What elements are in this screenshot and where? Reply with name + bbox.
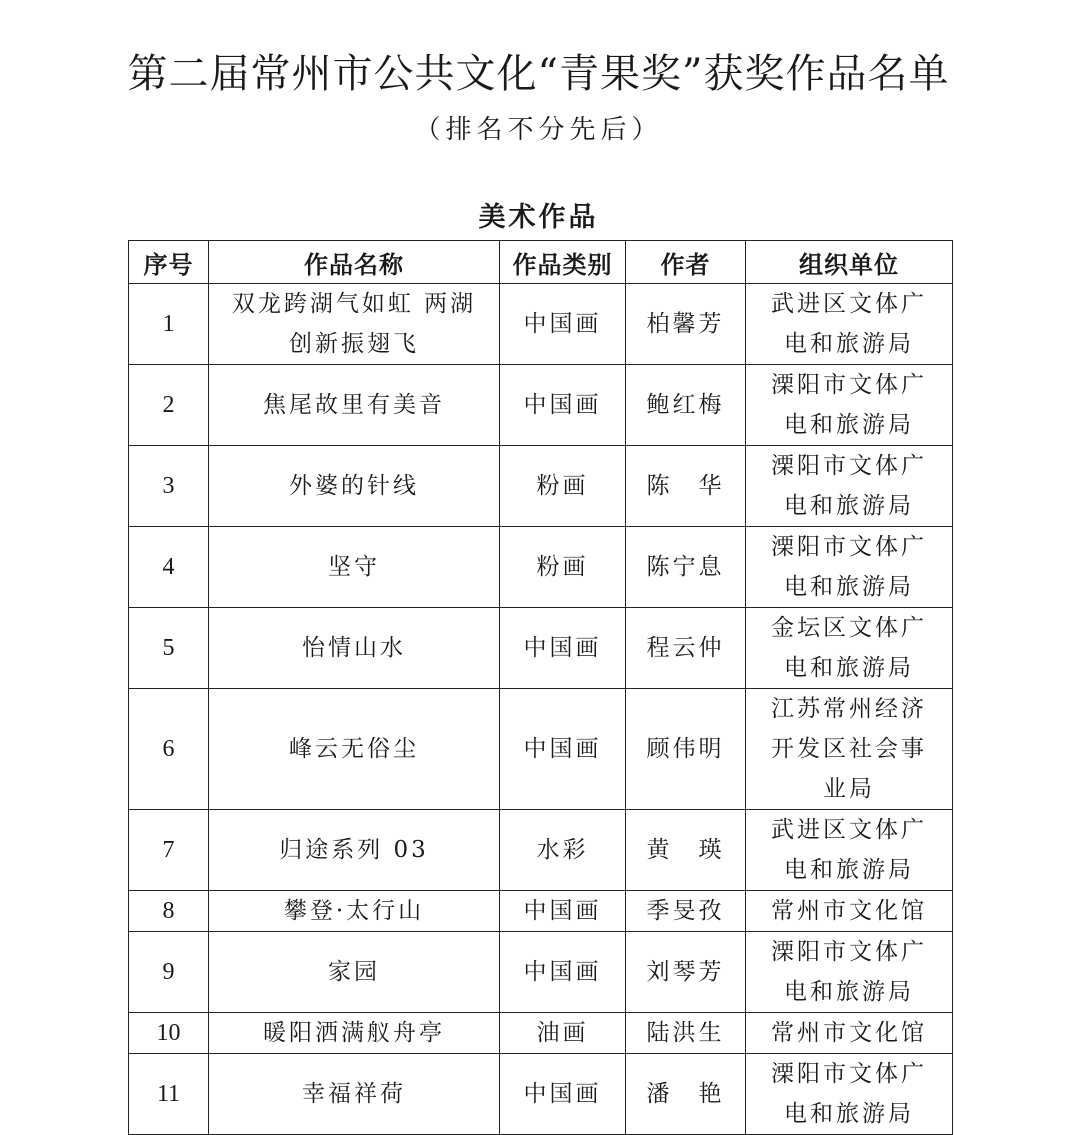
organization-text: 江苏常州经济开发区社会事业局	[771, 696, 927, 802]
organization-text: 溧阳市文体广电和旅游局	[771, 534, 927, 600]
work-organization	[746, 365, 953, 446]
work-organization: 常州市文化馆	[746, 1013, 953, 1054]
work-author: 季旻孜	[626, 891, 746, 932]
organization-text: 溧阳市文体广电和旅游局	[771, 453, 927, 519]
work-author: 刘琴芳	[626, 932, 746, 1013]
row-number: 8	[129, 891, 209, 932]
table-row	[129, 891, 953, 932]
work-author: 柏馨芳	[626, 284, 746, 365]
table-row	[129, 1054, 953, 1135]
table-row	[129, 365, 953, 446]
table-row	[129, 527, 953, 608]
work-category: 粉画	[500, 446, 626, 527]
work-organization	[746, 810, 953, 891]
header-category: 作品类别	[500, 241, 626, 284]
table-row	[129, 1013, 953, 1054]
work-title: 幸福祥荷	[209, 1054, 500, 1135]
work-category: 中国画	[500, 608, 626, 689]
row-number: 9	[129, 932, 209, 1013]
organization-text: 金坛区文体广电和旅游局	[771, 615, 927, 681]
row-number: 6	[129, 689, 209, 810]
header-organization: 组织单位	[746, 241, 953, 284]
table-row	[129, 284, 953, 365]
work-title: 坚守	[209, 527, 500, 608]
section-heading: 美术作品	[478, 202, 599, 233]
work-organization	[746, 446, 953, 527]
work-title: 峰云无俗尘	[209, 689, 500, 810]
document-title: 第二届常州市公共文化“青果奖”获奖作品名单	[127, 51, 950, 97]
row-number: 11	[129, 1054, 209, 1135]
header-author: 作者	[626, 241, 746, 284]
organization-text: 武进区文体广电和旅游局	[771, 817, 927, 883]
work-author: 黄 瑛	[626, 810, 746, 891]
row-number: 3	[129, 446, 209, 527]
work-author: 顾伟明	[626, 689, 746, 810]
table-row	[129, 608, 953, 689]
organization-text: 溧阳市文体广电和旅游局	[771, 939, 927, 1005]
table-row	[129, 810, 953, 891]
work-category: 中国画	[500, 932, 626, 1013]
work-organization	[746, 284, 953, 365]
work-title: 焦尾故里有美音	[209, 365, 500, 446]
work-title-text: 双龙跨湖气如虹 两湖创新振翅飞	[231, 291, 477, 357]
row-number: 4	[129, 527, 209, 608]
row-number: 10	[129, 1013, 209, 1054]
row-number: 2	[129, 365, 209, 446]
document-subtitle: （排名不分先后）	[414, 115, 663, 145]
work-category: 中国画	[500, 689, 626, 810]
work-category: 中国画	[500, 284, 626, 365]
work-organization	[746, 527, 953, 608]
organization-text: 溧阳市文体广电和旅游局	[771, 1061, 927, 1127]
work-title: 家园	[209, 932, 500, 1013]
work-category: 中国画	[500, 1054, 626, 1135]
work-author: 潘 艳	[626, 1054, 746, 1135]
work-category: 中国画	[500, 891, 626, 932]
work-title: 暖阳洒满舣舟亭	[209, 1013, 500, 1054]
work-organization	[746, 689, 953, 810]
work-category: 油画	[500, 1013, 626, 1054]
work-organization: 常州市文化馆	[746, 891, 953, 932]
work-title: 外婆的针线	[209, 446, 500, 527]
work-title: 攀登·太行山	[209, 891, 500, 932]
work-organization	[746, 1054, 953, 1135]
organization-text: 溧阳市文体广电和旅游局	[771, 372, 927, 438]
table-row	[129, 932, 953, 1013]
table-row	[129, 446, 953, 527]
work-author: 陈宁息	[626, 527, 746, 608]
row-number: 5	[129, 608, 209, 689]
row-number: 1	[129, 284, 209, 365]
work-category: 粉画	[500, 527, 626, 608]
work-author: 鲍红梅	[626, 365, 746, 446]
header-work-title: 作品名称	[209, 241, 500, 284]
work-title	[209, 284, 500, 365]
table-row	[129, 689, 953, 810]
work-title: 怡情山水	[209, 608, 500, 689]
awards-table	[128, 240, 953, 1135]
work-title: 归途系列 03	[209, 810, 500, 891]
work-author: 陈 华	[626, 446, 746, 527]
work-category: 中国画	[500, 365, 626, 446]
organization-text: 武进区文体广电和旅游局	[771, 291, 927, 357]
work-category: 水彩	[500, 810, 626, 891]
work-author: 程云仲	[626, 608, 746, 689]
table-header-row	[129, 241, 953, 284]
work-organization	[746, 932, 953, 1013]
row-number: 7	[129, 810, 209, 891]
work-organization	[746, 608, 953, 689]
work-author: 陆洪生	[626, 1013, 746, 1054]
header-number: 序号	[129, 241, 209, 284]
